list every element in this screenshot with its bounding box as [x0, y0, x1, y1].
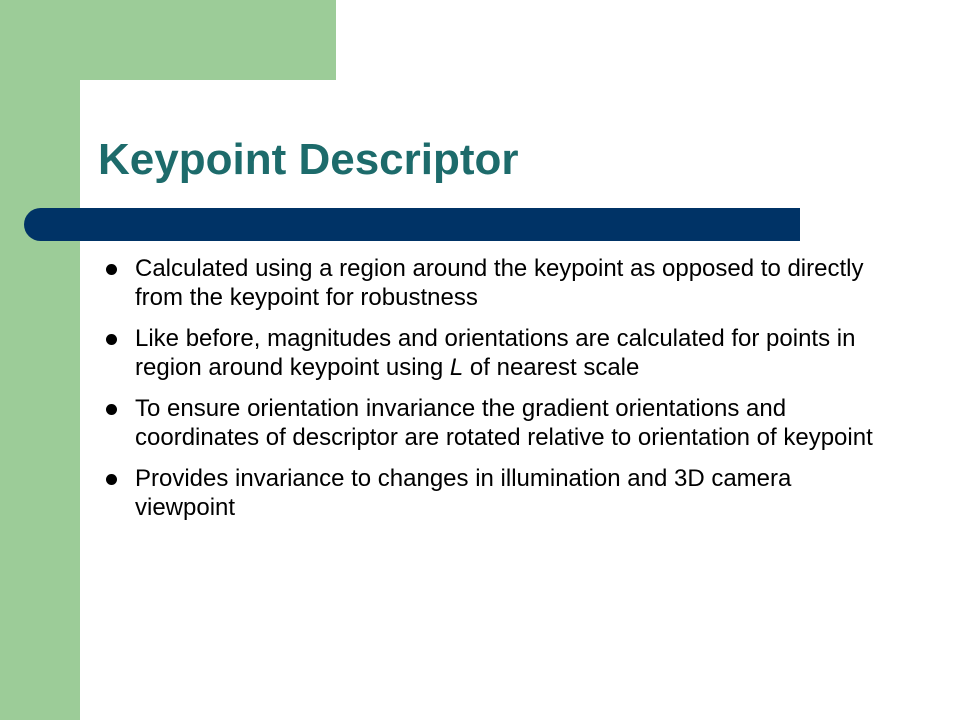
bullet-item — [106, 464, 896, 522]
bullet-item — [106, 394, 896, 452]
bullet-text-after: of nearest scale — [463, 354, 640, 381]
bullet-list — [106, 254, 896, 534]
green-top-band — [0, 0, 336, 80]
bullet-text-before: Like before, magnitudes and orientations are calculated for points in region around keypoint using — [135, 325, 856, 381]
bullet-item — [106, 254, 896, 312]
green-side-strip — [0, 0, 80, 720]
bullet-icon — [106, 334, 117, 345]
bullet-text: Calculated using a region around the keypoint as opposed to directly from the keypoint for robustness — [135, 255, 864, 311]
bullet-icon — [106, 474, 117, 485]
bullet-text: Provides invariance to changes in illumination and 3D camera viewpoint — [135, 465, 792, 521]
bullet-icon — [106, 404, 117, 415]
bullet-text: To ensure orientation invariance the gradient orientations and coordinates of descriptor are rotated relative to orientation of keypoint — [135, 395, 873, 451]
bullet-item — [106, 324, 896, 382]
bullet-italic-symbol: L — [449, 354, 464, 381]
bullet-icon — [106, 264, 117, 275]
title-underline-bar — [24, 208, 800, 241]
slide-title: Keypoint Descriptor — [98, 135, 519, 184]
